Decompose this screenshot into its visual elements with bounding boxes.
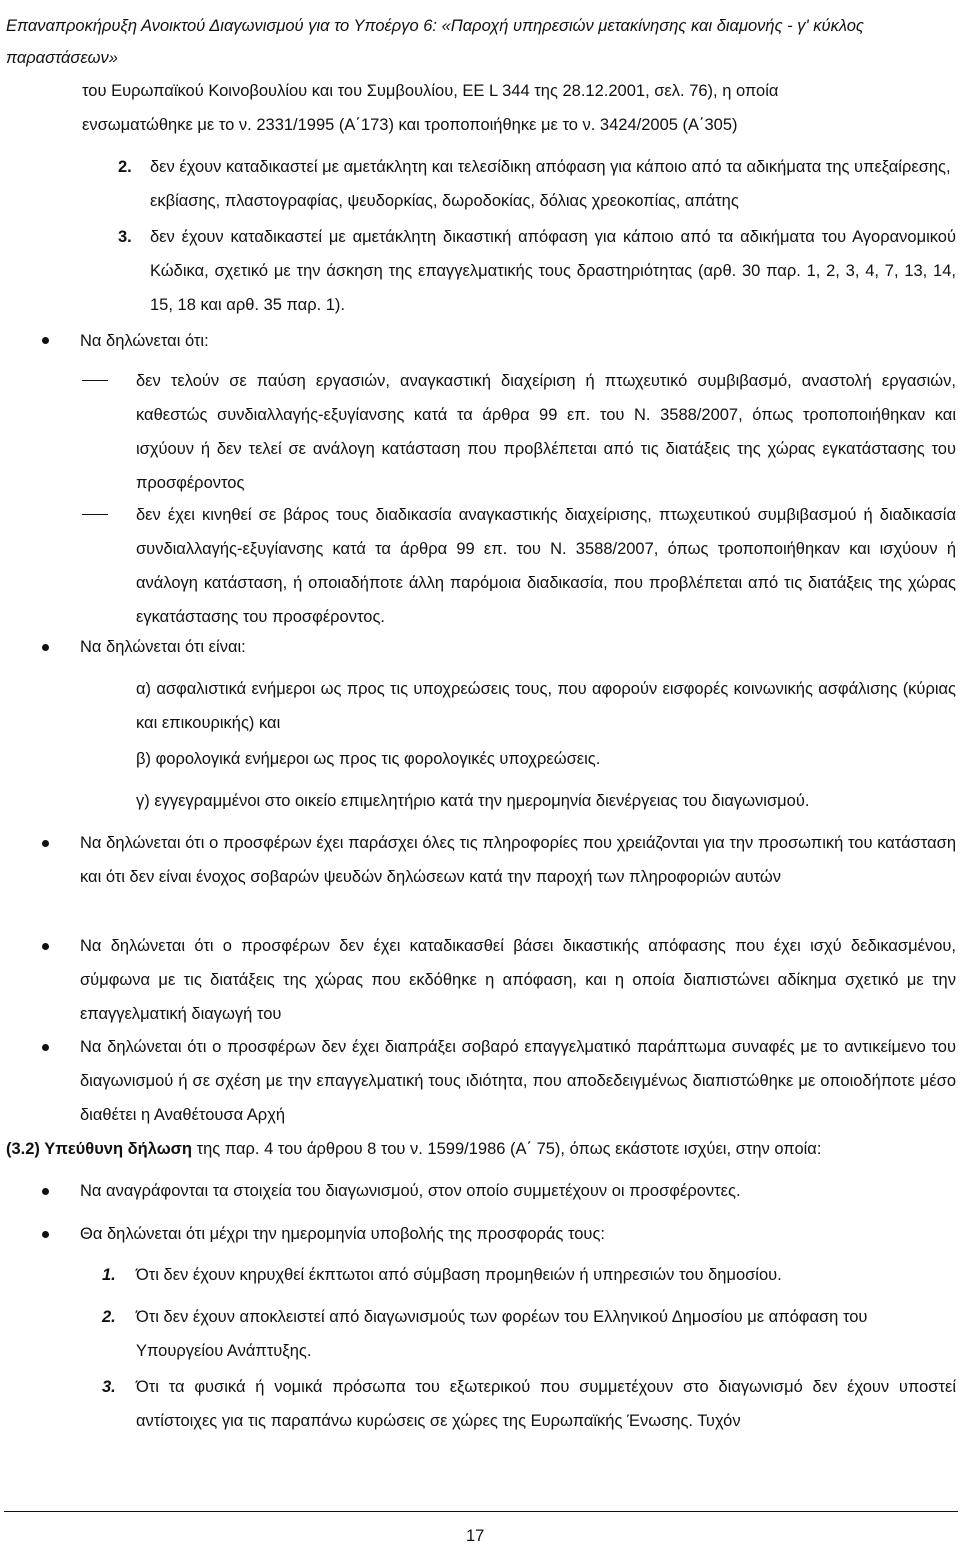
section-title-rest: της παρ. 4 του άρθρου 8 του ν. 1599/1986 (Α΄ 75), όπως εκάστοτε ισχύει, στην οποία: <box>192 1140 822 1158</box>
list-number: 2. <box>118 158 132 176</box>
sub-item: γ) εγγεγραμμένοι στο οικείο επιμελητήριο κατά την ημερομηνία διενέργειας του διαγωνισμού. <box>136 792 810 810</box>
list-number: 3. <box>118 228 132 246</box>
page-number: 17 <box>466 1527 485 1545</box>
dash-icon <box>82 380 108 381</box>
intro-line-2: ενσωματώθηκε με το ν. 2331/1995 (Α΄173) και τροποποιήθηκε με το ν. 3424/2005 (Α΄305) <box>82 116 738 134</box>
bullet-icon <box>42 1188 49 1195</box>
bullet-icon <box>42 840 49 847</box>
bullet-icon <box>42 1231 49 1238</box>
list-item: δεν έχουν καταδικαστεί με αμετάκλητη και τελεσίδικη απόφαση για κάποιο από τα αδικήματα της υπεξαίρεσης, εκβίασης, πλαστογραφίας, ψευδορκίας, δωροδοκίας, δόλιας χρεοκοπίας, απάτης <box>150 158 951 210</box>
sub-item: α) ασφαλιστικά ενήμεροι ως προς τις υποχρεώσεις τους, που αφορούν εισφορές κοινωνικής ασφάλισης (κύριας και επικουρικής) και <box>136 680 956 732</box>
bullet-icon <box>42 644 49 651</box>
intro-line-1: του Ευρωπαϊκού Κοινοβουλίου και του Συμβουλίου, ΕΕ L 344 της 28.12.2001, σελ. 76), η οποία <box>82 82 779 100</box>
bullet-text: Να δηλώνεται ότι ο προσφέρων έχει παράσχει όλες τις πληροφορίες που χρειάζονται για την προσωπική του κατάσταση και ότι δεν είναι ένοχος σοβαρών ψευδών δηλώσεων κατά την παροχή των πληροφοριών αυτών <box>80 834 956 886</box>
dash-icon <box>82 514 108 515</box>
section-title: (3.2) Υπεύθυνη δήλωση <box>6 1140 193 1158</box>
list-number: 3. <box>102 1378 116 1396</box>
list-item: Ότι τα φυσικά ή νομικά πρόσωπα του εξωτερικού που συμμετέχουν στο διαγωνισμό δεν έχουν υποστεί αντίστοιχες για τις παραπάνω κυρώσεις σε χώρες της Ευρωπαϊκής Ένωσης. Τυχόν <box>136 1378 956 1430</box>
bullet-text: Να δηλώνεται ότι: <box>80 332 209 350</box>
list-item: Ότι δεν έχουν κηρυχθεί έκπτωτοι από σύμβαση προμηθειών ή υπηρεσιών του δημοσίου. <box>136 1266 782 1284</box>
sub-item: β) φορολογικά ενήμεροι ως προς τις φορολογικές υποχρεώσεις. <box>136 750 601 768</box>
list-item: δεν έχουν καταδικαστεί με αμετάκλητη δικαστική απόφαση για κάποιο από τα αδικήματα του Αγορανομικού Κώδικα, σχετικό με την άσκηση της επαγγελματικής τους δραστηριότητας (αρθ. 30 παρ. 1, 2, 3, 4, 7, 13, 14, 15, 18 και αρθ. 35 παρ. 1). <box>150 228 956 314</box>
footer-divider <box>4 1511 958 1512</box>
dash-item: δεν τελούν σε παύση εργασιών, αναγκαστική διαχείριση ή πτωχευτικό συμβιβασμό, αναστολή εργασιών, καθεστώς συνδιαλλαγής-εξυγίανσης κατά τα άρθρα 99 επ. του Ν. 3588/2007, όπως τροποποιήθηκαν και ισχύουν ή δεν τελεί σε ανάλογη κατάσταση που προβλέπεται από τις διατάξεις της χώρας εγκατάστασης του προσφέροντος <box>136 372 956 492</box>
bullet-icon <box>42 1044 49 1051</box>
list-item: Ότι δεν έχουν αποκλειστεί από διαγωνισμούς των φορέων του Ελληνικού Δημοσίου με απόφαση του Υπουργείου Ανάπτυξης. <box>136 1308 868 1360</box>
list-number: 1. <box>102 1266 116 1284</box>
section-heading <box>6 1132 956 1166</box>
dash-item: δεν έχει κινηθεί σε βάρος τους διαδικασία αναγκαστικής διαχείρισης, πτωχευτικού συμβιβασμού ή διαδικασία συνδιαλλαγής-εξυγίανσης κατά τα άρθρα 99 επ. του Ν. 3588/2007, όπως τροποποιήθηκαν και ισχύουν ή ανάλογη κατάσταση, ή οποιαδήποτε άλλη παρόμοια διαδικασία, που προβλέπεται από τις διατάξεις της χώρας εγκατάστασης του προσφέροντος. <box>136 506 956 626</box>
bullet-icon <box>42 943 49 950</box>
bullet-text: Να αναγράφονται τα στοιχεία του διαγωνισμού, στον οποίο συμμετέχουν οι προσφέροντες. <box>80 1182 741 1200</box>
bullet-icon <box>42 337 49 344</box>
bullet-text: Να δηλώνεται ότι ο προσφέρων δεν έχει καταδικασθεί βάσει δικαστικής απόφασης που έχει ισχύ δεδικασμένου, σύμφωνα με τις διατάξεις της χώρας που εκδόθηκε η απόφαση, και η οποία διαπιστώνει αδίκημα σχετικό με την επαγγελματική διαγωγή του <box>80 937 956 1023</box>
list-number: 2. <box>102 1308 116 1326</box>
bullet-text: Να δηλώνεται ότι είναι: <box>80 638 246 656</box>
bullet-text: Θα δηλώνεται ότι μέχρι την ημερομηνία υποβολής της προσφοράς τους: <box>80 1225 605 1243</box>
bullet-text: Να δηλώνεται ότι ο προσφέρων δεν έχει διαπράξει σοβαρό επαγγελματικό παράπτωμα συναφές με το αντικείμενο του διαγωνισμού ή σε σχέση με την επαγγελματική τους ιδιότητα, που αποδεδειγμένως διαπιστώθηκε με οποιοδήποτε μέσο διαθέτει η Αναθέτουσα Αρχή <box>80 1038 956 1124</box>
page-header: Επαναπροκήρυξη Ανοικτού Διαγωνισμού για το Υποέργο 6: «Παροχή υπηρεσιών μετακίνησης και διαμονής - γ' κύκλος παραστάσεων» <box>6 17 864 67</box>
